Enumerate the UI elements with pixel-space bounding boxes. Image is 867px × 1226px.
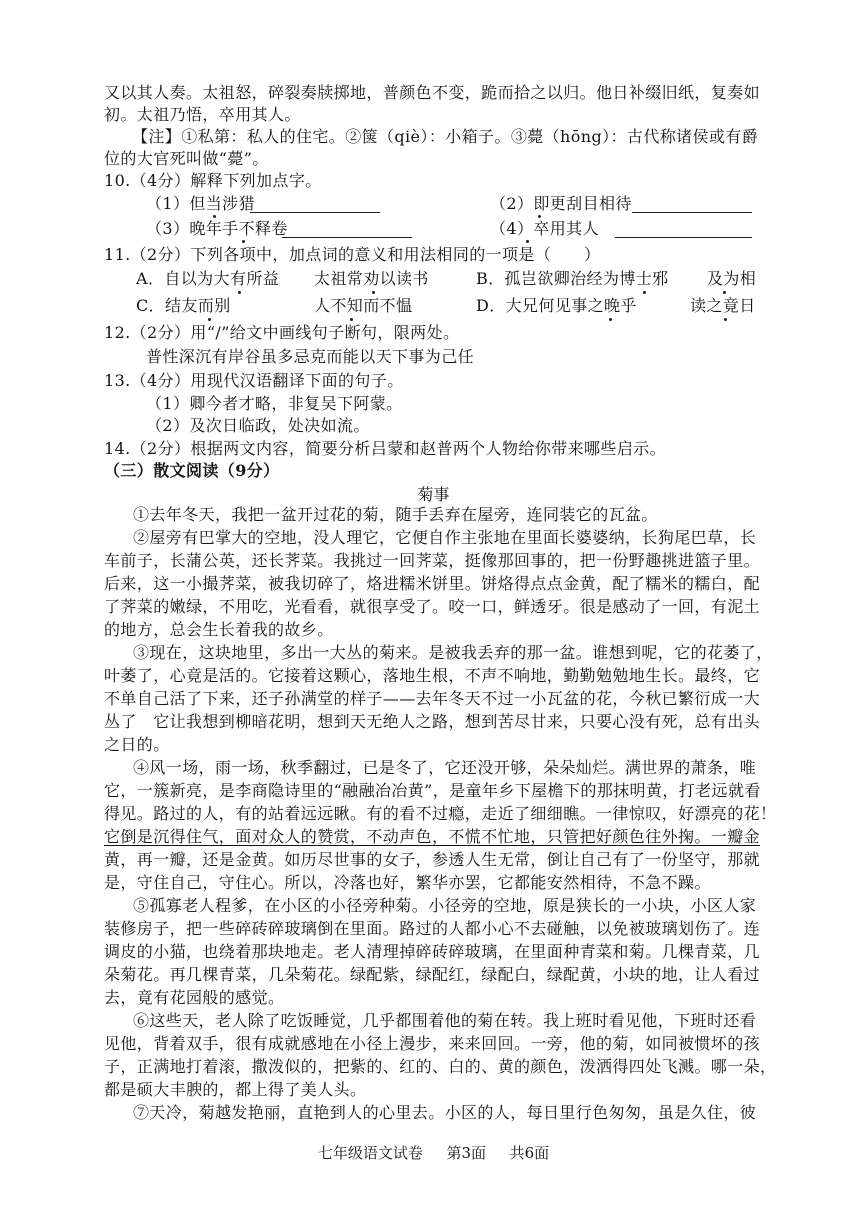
emphasis-dot: [526, 240, 529, 243]
essay-line: 了荠菜的嫩绿，不用吃，光看看，就很享受了。咬一口，鲜透牙。很是感动了一回，有泥土: [104, 597, 761, 616]
passage-line: 又以其人奏。太祖怒，碎裂奏牍掷地，普颜色不变，跪而拾之以归。他日补缀旧纸，复奏如: [104, 83, 761, 102]
emphasis-dot: [372, 291, 375, 294]
question-13-stem: 13.（4分）用现代汉语翻译下面的句子。: [104, 371, 404, 390]
essay-line: 车前子，长蒲公英，还长荠菜。我挑过一回荠菜，挺像那回事的，把一份野趣挑进篮子里。: [104, 551, 761, 570]
essay-line: 是，守住自己，守住心。所以，冷落也好，繁华亦罢，它都能安然相待，不急不躁。: [104, 873, 711, 892]
essay-line-underlined: 它倒是沉得住气，面对众人的赞赏，不动声色，不慌不忙地，只管把好颜色往外掬。一瓣金: [104, 827, 761, 846]
essay-line: ①去年冬天，我把一盆开过花的菊，随手丢弃在屋旁，连同装它的瓦盆。: [133, 505, 658, 524]
essay-line: 见他，背着双手，很有成就感地在小径上漫步，来来回回。一旁，他的菊，如同被惯坏的孩: [104, 1034, 761, 1053]
q11-option-a[interactable]: A．自以为大有所益: [136, 269, 280, 288]
q11-option-b[interactable]: B．孤岂欲卿治经为博士邪: [476, 269, 669, 288]
emphasis-dot: [208, 318, 211, 321]
essay-line: 丛了 它让我想到柳暗花明，想到天无绝人之路，想到苦尽甘来，只要心没有死，总有出头: [104, 712, 761, 731]
question-14-stem: 14.（2分）根据两文内容，简要分析吕蒙和赵普两个人物给你带来哪些启示。: [104, 439, 667, 458]
essay-line: 之日的。: [104, 735, 170, 754]
footer-exam-name: 七年级语文试卷: [317, 1144, 423, 1162]
q11-option-d[interactable]: D．大兄何见事之晚乎: [476, 296, 637, 315]
section-heading: （三）散文阅读（9分）: [104, 461, 280, 480]
answer-blank[interactable]: [632, 212, 752, 213]
q11-option-a-second: 太祖常劝以读书: [314, 269, 429, 288]
essay-line: ⑥这些天，老人除了吃饭睡觉，几乎都围着他的菊在转。我上班时看见他，下班时还看: [133, 1011, 757, 1030]
q10-item-4: （4）卒用其人: [490, 219, 599, 238]
question-12-stem: 12.（2分）用“/”给文中画线句子断句，限两处。: [104, 323, 460, 342]
emphasis-dot: [724, 318, 727, 321]
emphasis-dot: [238, 291, 241, 294]
passage-line: 初。太祖乃悟，卒用其人。: [104, 105, 301, 124]
essay-line: 去，竟有花园般的感觉。: [104, 988, 285, 1007]
essay-line: 都是硕大丰腴的，都上得了美人头。: [104, 1080, 367, 1099]
essay-line: ③现在，这块地里，多出一大丛的菊来。是被我丢弃的那一盆。谁想到呢，它的花萎了，: [133, 643, 773, 662]
essay-line: ⑦天冷，菊越发艳丽，直艳到人的心里去。小区的人，每日里行色匆匆，虽是久住，彼: [133, 1103, 757, 1122]
essay-line: 后来，这一小撮荠菜，被我切碎了，烙进糯米饼里。饼烙得点点金黄，配了糯米的糯白，配: [104, 574, 761, 593]
essay-line: 叶萎了，心竟是活的。它接着这颗心，落地生根，不声不响地，勤勤勉勉地生长。最终，它: [104, 666, 761, 685]
emphasis-dot: [723, 291, 726, 294]
essay-line: 不单自己活了下来，还子孙满堂的样子——去年冬天不过一小瓦盆的花，今秋已繁衍成一大: [104, 689, 761, 708]
page-footer: [0, 1142, 867, 1163]
emphasis-dot: [242, 240, 245, 243]
q11-option-d-second: 读之竟日: [690, 296, 756, 315]
q11-option-b-second: 及为相: [707, 269, 757, 288]
answer-blank[interactable]: [250, 212, 380, 213]
essay-line: 它，一簇新亮，是李商隐诗里的“融融冶冶黄”，是童年乡下屋檐下的那抹明黄，打老远就看: [104, 781, 761, 800]
answer-blank[interactable]: [282, 237, 412, 238]
essay-line: 朵菊花。再几棵青菜，几朵菊花。绿配紫，绿配红，绿配白，绿配黄，小块的地，让人看过: [104, 965, 761, 984]
q13-sentence-1: （1）卿今者才略，非复吴下阿蒙。: [146, 394, 403, 413]
essay-line: ②屋旁有巴掌大的空地，没人理它，它便自作主张地在里面长婆婆纳，长狗尾巴草，长: [133, 528, 757, 547]
q10-item-1: （1）但当涉猎: [146, 194, 255, 213]
note-line: 【注】①私第：私人的住宅。②箧（qiè）：小箱子。③薨（hōng）：古代称诸侯或有爵: [132, 127, 759, 146]
essay-line: 的地方，总会生长着我的故乡。: [104, 620, 334, 639]
question-11-stem: 11.（2分）下列各项中，加点词的意义和用法相同的一项是（ ）: [104, 245, 601, 264]
q10-item-2: （2）即更刮目相待: [490, 194, 632, 213]
essay-title: 菊事: [417, 485, 450, 504]
q11-option-c[interactable]: C．结友而别: [136, 296, 231, 315]
q13-sentence-2: （2）及次日临政，处决如流。: [146, 416, 370, 435]
essay-line: 装修房子，把一些碎砖碎玻璃倒在里面。路过的人都小心不去碰触，以免被玻璃划伤了。连: [104, 919, 761, 938]
q11-option-c-second: 人不知而不愠: [314, 296, 413, 315]
q10-item-3: （3）晚年手不释卷: [146, 219, 288, 238]
footer-page-number: 第3面: [446, 1144, 486, 1162]
essay-line: 得见。路过的人，有的站着远远瞅。有的看不过瘾，走近了细细瞧。一律惊叹，好漂亮的花！: [104, 804, 777, 823]
essay-line: 子，正满地打着滚，撒泼似的，把紫的、红的、白的、黄的颜色，泼洒得四处飞溅。哪一朵，: [104, 1057, 777, 1076]
essay-line: ⑤孤寡老人程爹，在小区的小径旁种菊。小径旁的空地，原是狭长的一小块，小区人家: [133, 896, 757, 915]
essay-line: 调皮的小猫，也绕着那块地走。老人清理掉碎砖碎玻璃，在里面种青菜和菊。几棵青菜，几: [104, 942, 761, 961]
answer-blank[interactable]: [615, 237, 752, 238]
emphasis-dot: [643, 291, 646, 294]
emphasis-dot: [350, 318, 353, 321]
footer-total-pages: 共6面: [509, 1144, 550, 1162]
essay-line: ④风一场，雨一场，秋季翻过，已是冬了，它还没开够，朵朵灿烂。满世界的萧条，唯: [133, 758, 757, 777]
essay-line: 黄，再一瓣，还是金黄。如历尽世事的女子，参透人生无常，倒让自己有了一份坚守，那就: [104, 850, 761, 869]
question-10-stem: 10.（4分）解释下列加点字。: [104, 171, 322, 190]
emphasis-dot: [609, 318, 612, 321]
q12-sentence: 普性深沉有岸谷虽多忌克而能以天下事为己任: [146, 347, 475, 366]
note-line: 位的大官死叫做“薨”。: [104, 149, 269, 168]
